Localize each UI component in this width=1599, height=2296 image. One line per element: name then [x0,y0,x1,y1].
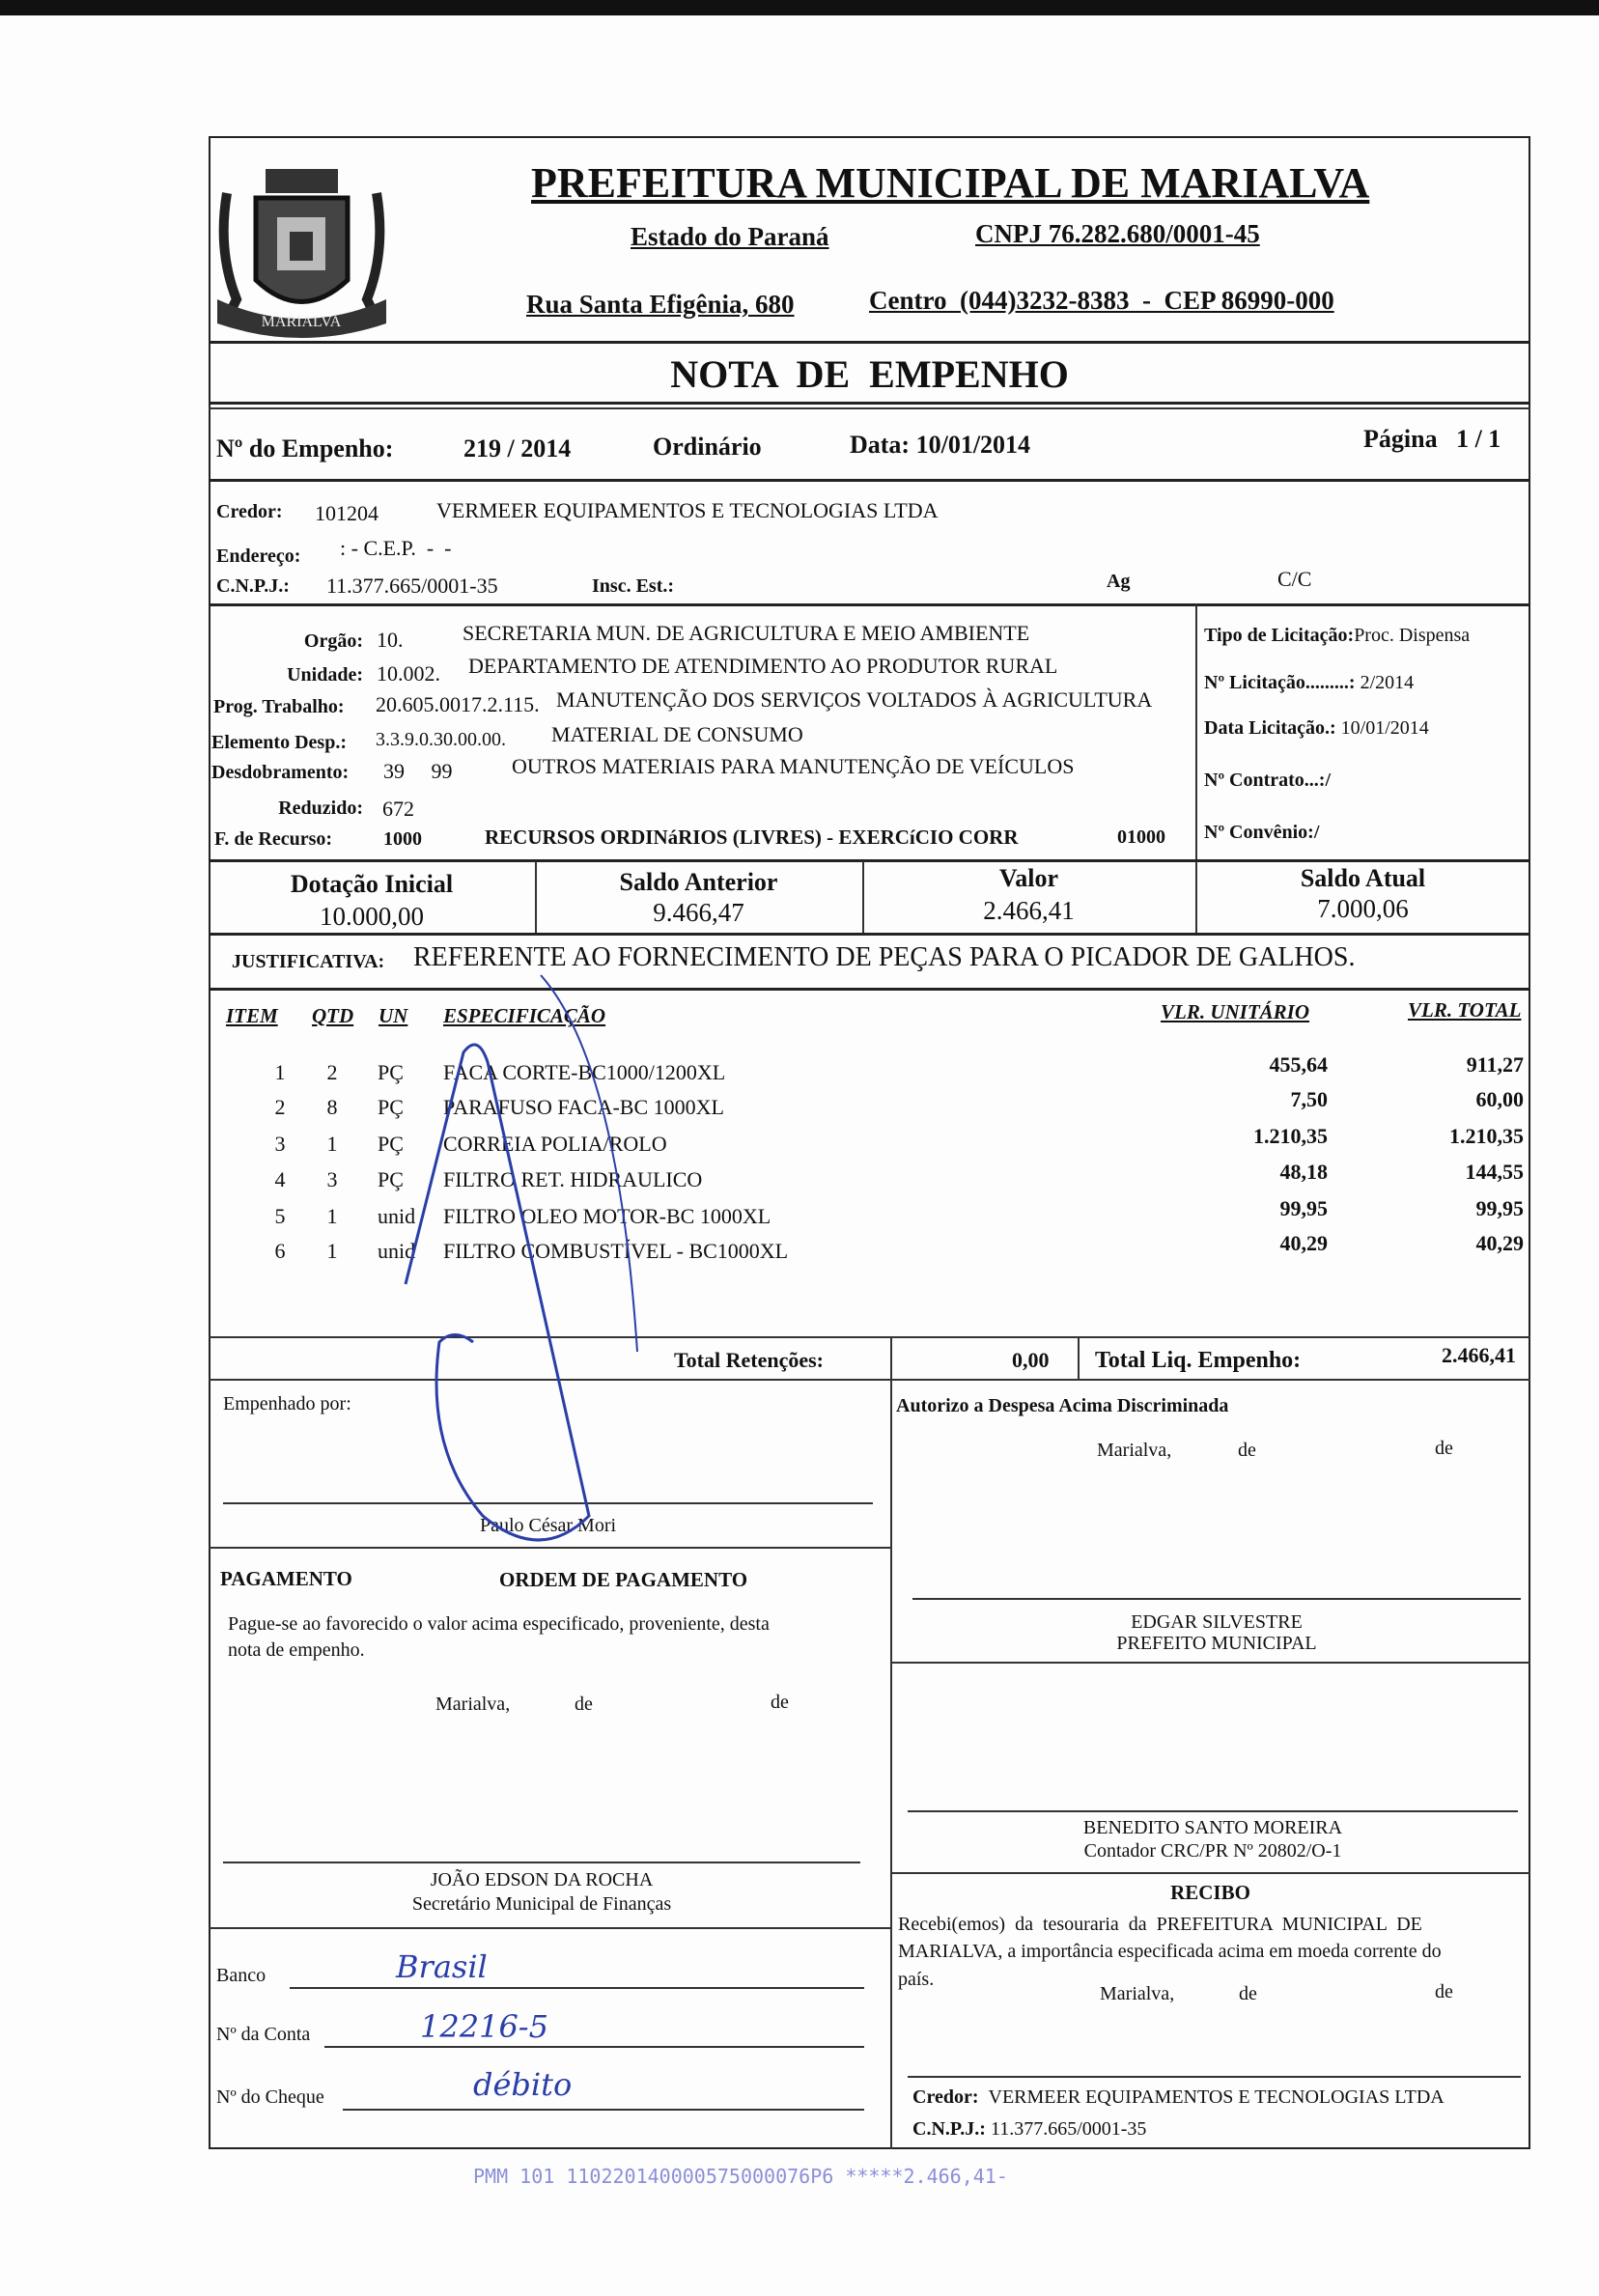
cell-total: 99,95 [1475,1196,1524,1220]
orgao-desc: SECRETARIA MUN. DE AGRICULTURA E MEIO AMBIENTE [463,621,1030,645]
fonte-recurso-code: 1000 [383,828,422,850]
liq-empenho-label: Total Liq. Empenho: [1095,1348,1302,1373]
cell-spec: FILTRO RET. HIDRAULICO [443,1167,703,1191]
cell-spec: PARAFUSO FACA-BC 1000XL [443,1095,724,1119]
recibo-cnpj-label: C.N.P.J.: [912,2118,986,2140]
col-unit-value: VLR. UNITÁRIO [1161,1000,1310,1023]
autorizo-label: Autorizo a Despesa Acima Discriminada [896,1395,1229,1416]
retencoes-value: 0,00 [1012,1348,1050,1372]
cell-total: 911,27 [1466,1052,1524,1077]
col-spec: ESPECIFICAÇÃO [443,1004,606,1027]
orgao-label: Orgão: [303,630,363,652]
fonte-recurso-label: F. de Recurso: [214,828,333,850]
scan-edge [0,0,1599,15]
recibo-cnpj: 11.377.665/0001-35 [990,2118,1147,2140]
header-address: Centro (044)3232-8383 - CEP 86990-000 [869,286,1334,315]
credor-code: 101204 [315,501,379,525]
cell-unit: 1.210,35 [1253,1124,1328,1148]
data-licitacao: 10/01/2014 [1335,717,1429,739]
desdobramento-code: 39 99 [383,759,453,783]
empenho-number: 219 / 2014 [463,434,572,462]
saldo-atual-label: Saldo Atual [1300,864,1426,892]
desdobramento-label: Desdobramento: [211,762,350,783]
cell-spec: FACA CORTE-BC1000/1200XL [443,1060,726,1084]
fonte-recurso-extra: 01000 [1117,826,1165,848]
cell-qtd: 8 [326,1095,338,1119]
agency-label: Ag [1107,571,1131,592]
pagamento-text-line2: nota de empenho. [228,1639,365,1661]
conta-handwritten: 12216-5 [420,2008,548,2045]
prefeito-role: PREFEITO MUNICIPAL [1116,1633,1317,1654]
cell-unit: 455,64 [1269,1052,1328,1077]
account-label: C/C [1277,567,1312,591]
secretario-name: JOÃO EDSON DA ROCHA [430,1869,654,1890]
cell-total: 144,55 [1465,1160,1524,1184]
cell-item: 1 [274,1060,286,1084]
prog-trabalho-desc: MANUTENÇÃO DOS SERVIÇOS VOLTADOS À AGRICULTURA [556,687,1153,712]
credor-address: : - C.E.P. - - [340,536,452,560]
recibo-line1: Recebi(emos) da tesouraria da PREFEITURA MUNICIPAL DE [898,1914,1422,1935]
cheque-label: Nº do Cheque [216,2086,324,2108]
num-licitacao-label: Nº Licitação.........: [1204,672,1356,693]
cell-un: unid [378,1204,416,1228]
autorizo-place: Marialva, [1097,1440,1172,1461]
autorizo-de2: de [1435,1438,1453,1459]
recibo-title: RECIBO [1170,1881,1250,1904]
data-licitacao-label: Data Licitação.: [1204,717,1336,739]
empenho-type: Ordinário [653,433,762,461]
banco-label: Banco [216,1965,266,1986]
cnpj-label: C.N.P.J.: [216,575,290,597]
pagamento-place: Marialva, [435,1694,511,1715]
machine-stamp-line: PMM 101 110220140000575000076P6 *****2.466,41- [473,2165,1008,2188]
saldo-anterior-value: 9.466,47 [653,898,744,927]
tipo-licitacao: Proc. Dispensa [1354,625,1471,646]
cell-un: PÇ [378,1060,404,1084]
pagamento-de2: de [771,1692,789,1713]
cell-qtd: 1 [326,1132,338,1156]
recibo-credor: VERMEER EQUIPAMENTOS E TECNOLOGIAS LTDA [988,2086,1445,2108]
prefeito-name: EDGAR SILVESTRE [1131,1611,1303,1633]
cell-unit: 7,50 [1290,1087,1328,1111]
cell-item: 3 [274,1132,286,1156]
cell-spec: FILTRO OLEO MOTOR-BC 1000XL [443,1204,771,1228]
contador-role: Contador CRC/PR Nº 20802/O-1 [1083,1840,1342,1862]
elemento-label: Elemento Desp.: [211,732,347,753]
col-item: ITEM [226,1004,278,1027]
recibo-line2: MARIALVA, a importância especificada acima em moeda corrente do [898,1941,1442,1962]
cell-un: unid [378,1239,416,1263]
ordem-pagamento-label: ORDEM DE PAGAMENTO [499,1568,748,1591]
cell-total: 60,00 [1475,1087,1524,1111]
cell-un: PÇ [378,1132,404,1156]
empenho-date: Data: 10/01/2014 [850,431,1031,459]
fonte-recurso-desc: RECURSOS ORDINáRIOS (LIVRES) - EXERCíCIO CORR [485,826,1019,849]
cell-spec: FILTRO COMBUSTÍVEL - BC1000XL [443,1239,789,1263]
conta-label: Nº da Conta [216,2024,311,2045]
pagamento-de1: de [575,1694,593,1715]
unidade-label: Unidade: [287,664,363,686]
recibo-place: Marialva, [1100,1983,1175,2004]
insc-est-label: Insc. Est.: [592,575,675,597]
cell-spec: CORREIA POLIA/ROLO [443,1132,667,1156]
cell-unit: 99,95 [1279,1196,1328,1220]
unidade-code: 10.002. [377,661,440,686]
valor-label: Valor [998,864,1059,892]
recibo-de2: de [1435,1981,1453,2002]
recibo-de1: de [1239,1983,1257,2004]
saldo-anterior-label: Saldo Anterior [619,868,778,896]
state-name: Estado do Paraná [631,222,829,251]
dotacao-inicial-label: Dotação Inicial [290,870,454,898]
saldo-atual-value: 7.000,06 [1317,894,1409,923]
col-un: UN [379,1004,408,1027]
cell-un: PÇ [378,1167,404,1191]
col-total-value: VLR. TOTAL [1408,998,1522,1022]
cell-unit: 40,29 [1279,1231,1328,1255]
municipal-crest-logo [208,154,396,348]
cell-qtd: 2 [326,1060,338,1084]
pagamento-text-line1: Pague-se ao favorecido o valor acima especificado, proveniente, desta [228,1613,770,1635]
justificativa-text: REFERENTE AO FORNECIMENTO DE PEÇAS PARA O PICADOR DE GALHOS. [413,942,1356,972]
empenhado-label: Empenhado por: [223,1393,351,1414]
recibo-credor-label: Credor: [912,2086,979,2108]
num-licitacao: 2/2014 [1355,672,1415,693]
document-title: NOTA DE EMPENHO [670,352,1069,396]
page-number: Página 1 / 1 [1363,425,1501,453]
justificativa-label: JUSTIFICATIVA: [232,951,385,972]
liq-empenho-value: 2.466,41 [1442,1343,1516,1367]
reduzido-label: Reduzido: [278,798,363,819]
cell-qtd: 1 [326,1239,338,1263]
orgao-code: 10. [377,628,404,652]
address-label: Endereço: [216,546,301,567]
banco-handwritten: Brasil [396,1948,488,1985]
autorizo-de1: de [1238,1440,1256,1461]
cell-total: 1.210,35 [1449,1124,1524,1148]
reduzido-code: 672 [382,797,414,821]
cell-item: 6 [274,1239,286,1263]
elemento-code: 3.3.9.0.30.00.00. [376,729,506,750]
pagamento-label: PAGAMENTO [220,1567,352,1590]
cell-unit: 48,18 [1279,1160,1328,1184]
prog-trabalho-code: 20.605.0017.2.115. [376,692,540,716]
unidade-desc: DEPARTAMENTO DE ATENDIMENTO AO PRODUTOR RURAL [468,654,1058,678]
desdobramento-desc: OUTROS MATERIAIS PARA MANUTENÇÃO DE VEÍCULOS [512,754,1075,778]
elemento-desc: MATERIAL DE CONSUMO [551,722,803,746]
valor-value: 2.466,41 [983,896,1075,925]
cell-item: 5 [274,1204,286,1228]
prog-trabalho-label: Prog. Trabalho: [213,696,345,717]
municipality-title: PREFEITURA MUNICIPAL DE MARIALVA [531,159,1370,207]
retencoes-label: Total Retenções: [674,1348,824,1372]
secretario-role: Secretário Municipal de Finanças [411,1893,672,1915]
num-convenio: Nº Convênio:/ [1204,822,1320,843]
header-street: Rua Santa Efigênia, 680 [526,290,795,319]
num-contrato: Nº Contrato...:/ [1204,770,1332,791]
empenhado-name: Paulo César Mori [479,1515,617,1536]
recibo-line3: país. [898,1969,935,1990]
credor-cnpj: 11.377.665/0001-35 [326,574,498,598]
cell-qtd: 3 [326,1167,338,1191]
credor-name: VERMEER EQUIPAMENTOS E TECNOLOGIAS LTDA [436,498,939,522]
credor-label: Credor: [216,501,283,522]
col-qtd: QTD [312,1004,354,1027]
dotacao-inicial-value: 10.000,00 [320,902,424,931]
header-cnpj: CNPJ 76.282.680/0001-45 [975,219,1260,248]
contador-name: BENEDITO SANTO MOREIRA [1082,1817,1343,1838]
cheque-handwritten: débito [473,2066,573,2103]
cell-un: PÇ [378,1095,404,1119]
cell-item: 2 [274,1095,286,1119]
cell-item: 4 [274,1167,286,1191]
svg-text:MARIALVA: MARIALVA [261,314,342,330]
cell-total: 40,29 [1475,1231,1524,1255]
empenho-number-label: Nº do Empenho: [216,434,394,462]
tipo-licitacao-label: Tipo de Licitação: [1204,625,1355,646]
cell-qtd: 1 [326,1204,338,1228]
